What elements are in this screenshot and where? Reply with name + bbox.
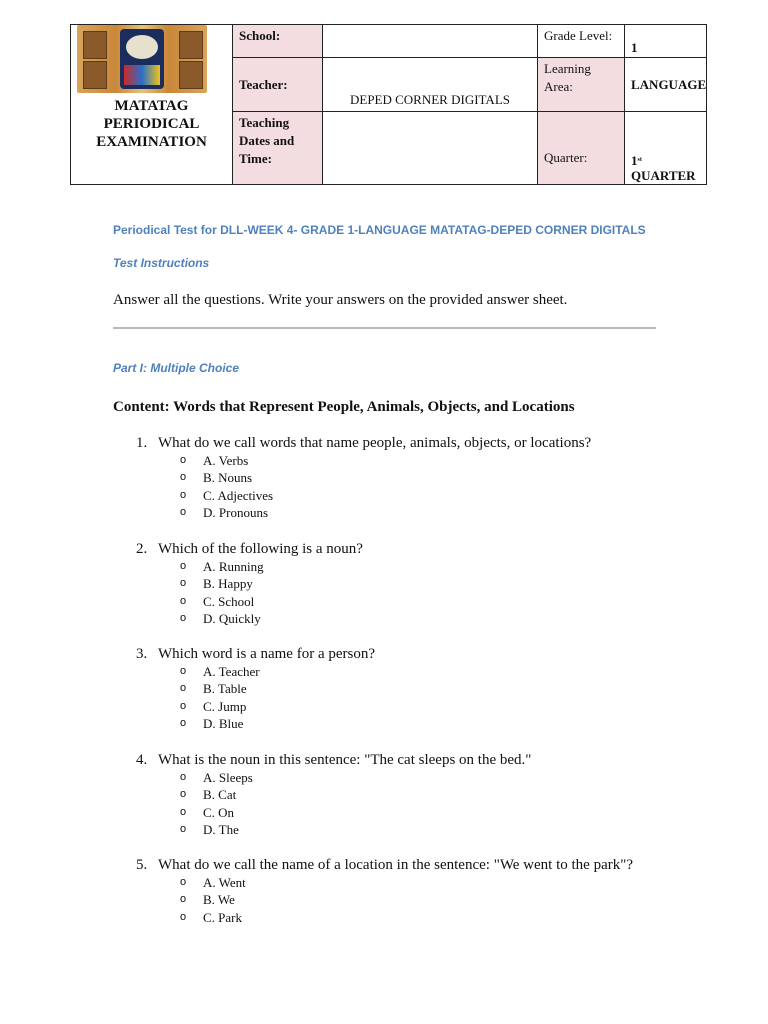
learning-area-value: LANGUAGE xyxy=(625,58,707,112)
option[interactable]: o A. Running xyxy=(180,559,264,574)
option[interactable]: o D. Pronouns xyxy=(180,505,269,521)
option[interactable]: o A. Verbs xyxy=(180,453,249,468)
instructions-text: Answer all the questions. Write your answers on the provided answer sheet. xyxy=(113,292,568,308)
option[interactable]: o D. Blue xyxy=(180,716,244,732)
question-3-options xyxy=(180,663,260,733)
learning-area-label: Learning Area: xyxy=(538,58,625,112)
school-label: School: xyxy=(233,25,323,58)
option[interactable]: o C. Adjectives xyxy=(180,487,274,503)
teaching-dates-label: Teaching Dates and Time: xyxy=(233,112,323,185)
question-1-options xyxy=(180,452,273,522)
option[interactable]: o B. Cat xyxy=(180,787,237,803)
divider xyxy=(113,327,656,329)
test-title: Periodical Test for DLL-WEEK 4- GRADE 1-LANGUAGE MATATAG-DEPED CORNER DIGITALS xyxy=(113,223,646,237)
school-value[interactable] xyxy=(323,25,538,58)
option[interactable]: o D. Quickly xyxy=(180,611,261,627)
content-heading: Content: Words that Represent People, Animals, Objects, and Locations xyxy=(113,399,575,415)
deped-corner-logo xyxy=(77,25,207,93)
option[interactable]: o C. Park xyxy=(180,909,242,925)
question-5-options xyxy=(180,874,246,926)
option[interactable]: o C. School xyxy=(180,593,255,609)
option[interactable]: o A. Sleeps xyxy=(180,770,253,785)
option[interactable]: o A. Went xyxy=(180,875,246,890)
option[interactable]: o A. Teacher xyxy=(180,664,260,679)
option[interactable]: o B. Happy xyxy=(180,576,253,592)
part-heading: Part I: Multiple Choice xyxy=(113,361,240,375)
option[interactable]: o B. Table xyxy=(180,681,247,697)
quarter-value: 1st QUARTER xyxy=(625,112,707,185)
grade-level-value: 1 xyxy=(625,25,707,58)
option[interactable]: o C. On xyxy=(180,804,235,820)
question-2: 2. Which of the following is a noun? xyxy=(136,541,363,557)
grade-level-label: Grade Level: xyxy=(538,25,625,58)
question-2-options xyxy=(180,558,264,628)
option[interactable]: o B. Nouns xyxy=(180,470,253,486)
exam-title: MATATAG PERIODICAL EXAMINATION xyxy=(96,98,207,150)
logo-cell xyxy=(71,25,233,185)
quarter-label: Quarter: xyxy=(538,112,625,185)
question-3: 3. Which word is a name for a person? xyxy=(136,646,376,662)
option[interactable]: o D. The xyxy=(180,822,239,838)
instructions-heading: Test Instructions xyxy=(113,256,210,270)
question-4: 4. What is the noun in this sentence: "The cat sleeps on the bed." xyxy=(136,752,532,768)
header-table xyxy=(70,24,707,185)
question-5: 5. What do we call the name of a location in the sentence: "We went to the park"? xyxy=(136,857,634,873)
question-4-options xyxy=(180,769,253,839)
option[interactable]: o B. We xyxy=(180,892,235,908)
teacher-label: Teacher: xyxy=(233,58,323,112)
question-1: 1. What do we call words that name people, animals, objects, or locations? xyxy=(136,435,592,451)
option[interactable]: o C. Jump xyxy=(180,698,247,714)
teaching-dates-value[interactable] xyxy=(323,112,538,185)
teacher-value: DEPED CORNER DIGITALS xyxy=(323,58,538,112)
